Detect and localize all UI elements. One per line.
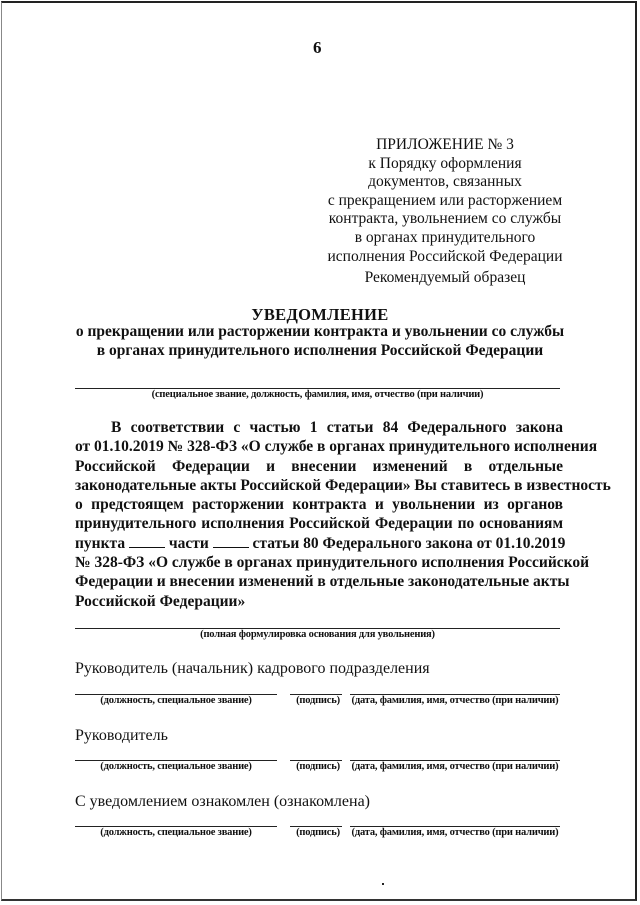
body-line-article	[75, 534, 566, 553]
document-subtitle	[60, 323, 580, 360]
appendix-line: исполнения Российской Федерации	[327, 247, 563, 265]
document-title: УВЕДОМЛЕНИЕ	[251, 305, 389, 324]
notice-body	[75, 418, 611, 611]
signature-caption: (подпись)	[296, 695, 340, 706]
body-line: № 328-ФЗ «О службе в органах принудительного исполнения Российской	[75, 554, 590, 572]
name-caption: (дата, фамилия, имя, отчество (при наличии)	[351, 761, 559, 772]
signature-caption: (подпись)	[296, 827, 340, 838]
body-line: Российской Федерации»	[75, 592, 246, 610]
position-caption: (должность, специальное звание)	[100, 695, 252, 706]
reason-caption: (полная формулировка основания для увольнения)	[200, 629, 435, 640]
position-caption: (должность, специальное звание)	[100, 827, 252, 838]
body-line: Федерации и внесении изменений в отдельные законодательные акты	[75, 573, 570, 591]
signatory-role: Руководитель	[75, 727, 168, 744]
signatory-role: Руководитель (начальник) кадрового подразделения	[75, 660, 430, 677]
item-number-blank[interactable]	[129, 535, 165, 548]
article-text: статьи 80 Федерального закона от 01.10.2019	[252, 534, 566, 552]
appendix-header	[300, 136, 590, 266]
part-label: части	[168, 534, 209, 552]
recommended-sample-label: Рекомендуемый образец	[364, 269, 526, 286]
signature-caption: (подпись)	[296, 761, 340, 772]
body-line: о предстоящем расторжении контракта и увольнении из органов	[75, 496, 563, 514]
appendix-title: ПРИЛОЖЕНИЕ № 3	[376, 136, 514, 153]
signatory-role: С уведомлением ознакомлен (ознакомлена)	[75, 793, 371, 810]
body-line: принудительного исполнения Российской Федерации по основаниям	[75, 515, 563, 533]
appendix-line: контракта, увольнением со службы	[328, 210, 562, 228]
body-line: Российской Федерации и внесении изменений в отдельные	[75, 457, 563, 475]
subtitle-line: о прекращении или расторжении контракта и увольнении со службы	[75, 323, 565, 340]
appendix-line: в органах принудительного	[354, 228, 536, 246]
body-line: законодательные акты Российской Федерации» Вы ставитесь в известность	[75, 476, 611, 494]
item-label: пункта	[75, 534, 126, 552]
appendix-line: с прекращением или расторжением	[327, 191, 563, 209]
name-caption: (дата, фамилия, имя, отчество (при наличии)	[351, 695, 559, 706]
page-number: 6	[313, 38, 322, 57]
name-caption: (дата, фамилия, имя, отчество (при наличии)	[351, 827, 559, 838]
appendix-line: к Порядку оформления	[368, 154, 522, 172]
position-caption: (должность, специальное звание)	[100, 761, 252, 772]
part-number-blank[interactable]	[213, 535, 249, 548]
scan-speck	[382, 883, 384, 885]
addressee-caption: (специальное звание, должность, фамилия, имя, отчество (при наличии)	[151, 389, 484, 400]
subtitle-line: в органах принудительного исполнения Российской Федерации	[96, 341, 544, 359]
body-line: В соответствии с частью 1 статьи 84 Федерального закона	[111, 419, 563, 436]
body-line: от 01.10.2019 № 328-ФЗ «О службе в органах принудительного исполнения	[75, 438, 598, 456]
appendix-line: документов, связанных	[368, 173, 522, 191]
